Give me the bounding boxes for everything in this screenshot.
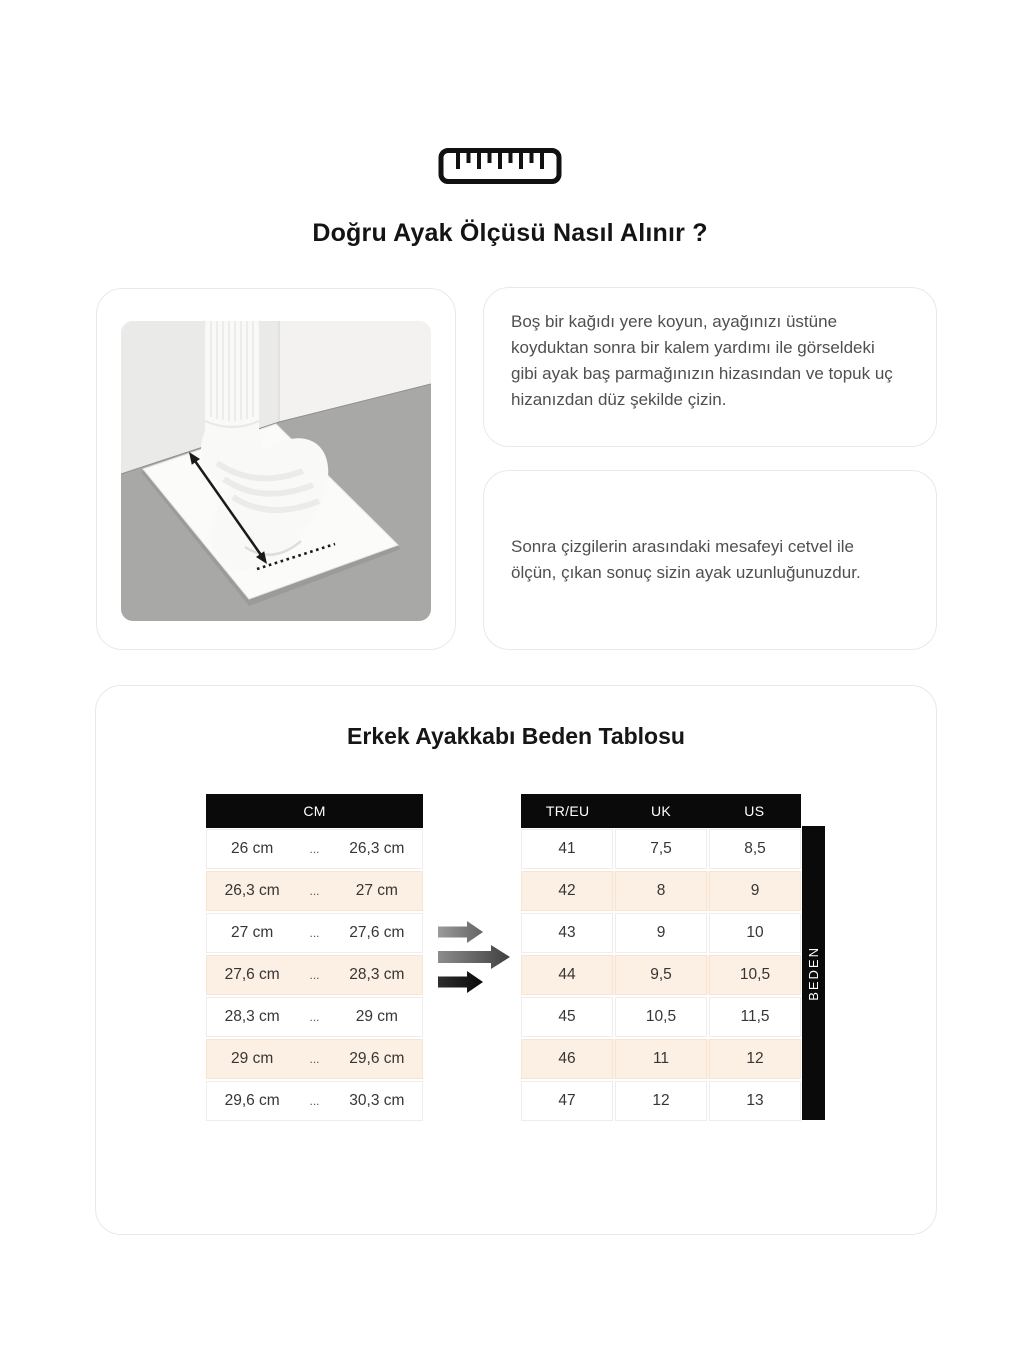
cm-row: 29 cm ... 29,6 cm	[206, 1039, 423, 1079]
size-row: 45 10,5 11,5	[521, 997, 801, 1037]
ruler-icon	[438, 147, 562, 185]
cm-row: 29,6 cm ... 30,3 cm	[206, 1081, 423, 1121]
size-row: 42 8 9	[521, 871, 801, 911]
col-tr-eu: TR/EU	[545, 803, 590, 819]
instruction-card-1	[483, 287, 937, 447]
beden-sidebar	[802, 826, 825, 1120]
cm-row: 26,3 cm ... 27 cm	[206, 871, 423, 911]
foot-measurement-illustration	[121, 321, 431, 621]
size-row: 44 9,5 10,5	[521, 955, 801, 995]
instruction-step2-text: Sonra çizgilerin arasındaki mesafeyi cetvel ile ölçün, çıkan sonuç sizin ayak uzunluğunuzdur.	[511, 537, 861, 582]
size-row: 43 9 10	[521, 913, 801, 953]
cm-row: 26 cm ... 26,3 cm	[206, 829, 423, 869]
cm-row: 28,3 cm ... 29 cm	[206, 997, 423, 1037]
foot-measurement-photo	[121, 321, 431, 621]
intl-size-table	[521, 794, 801, 1123]
photo-card	[96, 288, 456, 650]
cm-table-header: CM	[206, 794, 423, 828]
size-table-card	[95, 685, 937, 1235]
intl-table-header	[521, 794, 801, 828]
beden-label: BEDEN	[806, 945, 821, 1001]
page-title: Doğru Ayak Ölçüsü Nasıl Alınır ?	[312, 219, 708, 247]
instruction-step1-text: Boş bir kağıdı yere koyun, ayağınızı üstüne koyduktan sonra bir kalem yardımı ile görseldeki gibi ayak baş parmağınızın hizasından ve topuk uç hizanızdan düz şekilde çizin.	[511, 312, 893, 409]
cm-row: 27,6 cm ... 28,3 cm	[206, 955, 423, 995]
size-row: 47 12 13	[521, 1081, 801, 1121]
cm-row: 27 cm ... 27,6 cm	[206, 913, 423, 953]
cm-table	[206, 794, 423, 1123]
conversion-arrows-icon	[438, 920, 512, 994]
size-row: 46 11 12	[521, 1039, 801, 1079]
col-uk: UK	[650, 803, 672, 819]
instruction-card-2	[483, 470, 937, 650]
size-row: 41 7,5 8,5	[521, 829, 801, 869]
col-us: US	[744, 803, 765, 819]
size-table-title: Erkek Ayakkabı Beden Tablosu	[347, 723, 685, 749]
